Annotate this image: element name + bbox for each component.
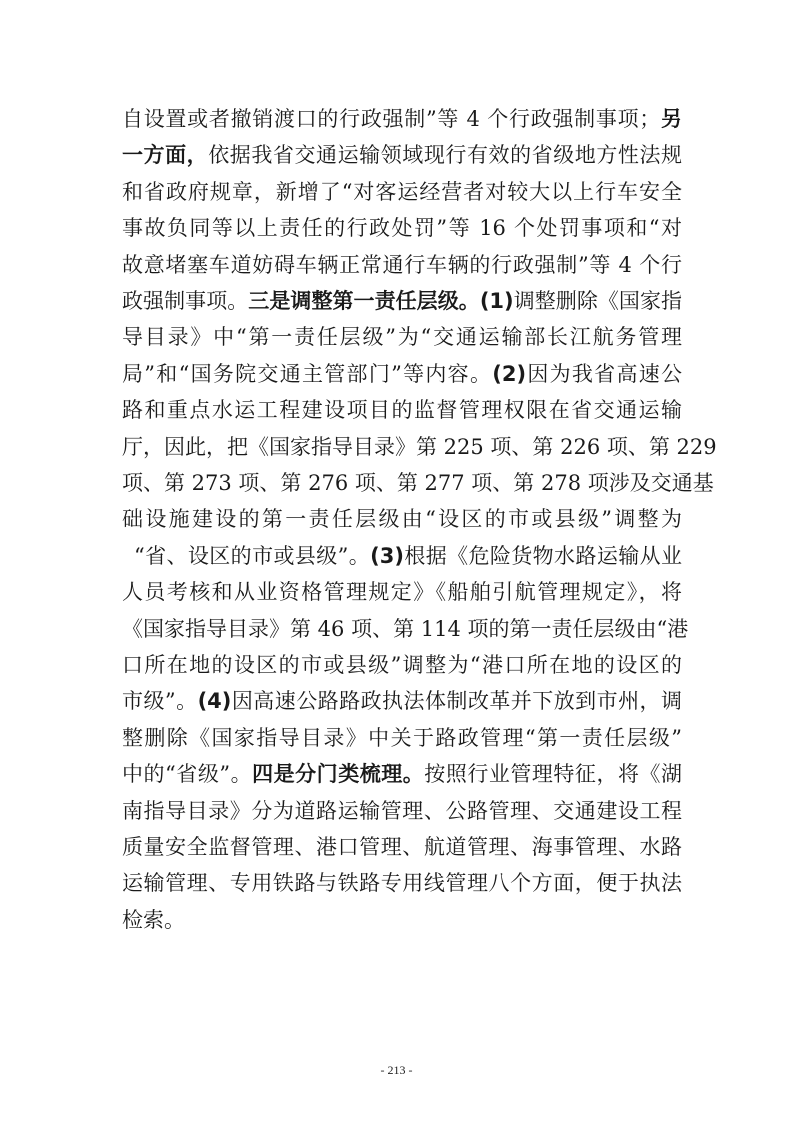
bold-text-run: 四是分门类梳理。	[252, 762, 425, 787]
text-line	[122, 283, 682, 319]
text-run: 调整删除《国家指	[513, 289, 683, 313]
bold-text-run: 一方面，	[122, 143, 209, 168]
text-run: 依据我省交通运输领域现行有效的省级地方性法规	[208, 143, 683, 168]
text-line	[122, 683, 682, 719]
text-line	[122, 647, 682, 683]
text-line	[122, 429, 717, 465]
bold-text-run: (1)	[479, 289, 514, 313]
text-run: 人员考核和从业资格管理规定》《船舶引航管理规定》，将	[122, 580, 682, 605]
text-line	[134, 538, 682, 574]
bold-text-run: 三是调整第一责任层级。	[248, 289, 480, 313]
text-line	[122, 247, 682, 283]
text-run: 运输管理、专用铁路与铁路专用线管理八个方面，便于执法	[122, 871, 682, 896]
text-line	[122, 174, 682, 210]
bold-text-run: 另	[660, 107, 682, 131]
text-line	[122, 501, 682, 537]
text-line	[122, 793, 682, 829]
text-line	[122, 865, 682, 901]
text-run: 和省政府规章，新增了“对客运经营者对较大以上行车安全	[122, 179, 682, 204]
text-run: 因高速公路路政执法体制改革并下放到市州，调	[231, 689, 682, 714]
text-line	[122, 319, 682, 355]
text-run: 质量安全监督管理、港口管理、航道管理、海事管理、水路	[122, 835, 682, 859]
text-run: 政强制事项。	[122, 289, 249, 313]
text-run: 局”和“国务院交通主管部门”等内容。	[122, 361, 493, 386]
text-run: 事故负同等以上责任的行政处罚”等 16 个处罚事项和“对	[122, 216, 682, 241]
text-run: 根据《危险货物水路运输从业	[403, 543, 682, 568]
text-run: 按照行业管理特征，将《湖	[424, 762, 683, 787]
text-run: 自设置或者撤销渡口的行政强制”等 4 个行政强制事项；	[122, 107, 661, 131]
text-line	[122, 392, 682, 428]
text-run: “省、设区的市或县级”。	[134, 543, 371, 568]
text-run: 导目录》中“第一责任层级”为“交通运输部长江航务管理	[122, 325, 682, 350]
text-run: 整删除《国家指导目录》中关于路政管理“第一责任层级”	[122, 725, 682, 750]
text-run: 础设施建设的第一责任层级由“设区的市或县级”调整为	[122, 507, 682, 532]
text-line	[122, 756, 682, 792]
page-number: - 213 -	[380, 1063, 413, 1077]
text-run: 项、第 273 项、第 276 项、第 277 项、第 278 项涉及交通基	[122, 471, 714, 495]
text-line	[122, 356, 682, 392]
bold-text-run: (3)	[370, 543, 404, 568]
bold-text-run: (2)	[492, 361, 527, 386]
text-line	[122, 210, 682, 246]
text-run: 南指导目录》分为道路运输管理、公路管理、交通建设工程	[122, 798, 682, 823]
text-line	[122, 465, 714, 501]
text-run: 《国家指导目录》第 46 项、第 114 项的第一责任层级由“港	[122, 616, 689, 641]
text-run: 厅，因此，把《国家指导目录》第 225 项、第 226 项、第 229	[122, 434, 717, 459]
text-run: 路和重点水运工程建设项目的监督管理权限在省交通运输	[122, 398, 682, 423]
text-line	[122, 611, 689, 647]
text-line	[122, 574, 682, 610]
text-line	[122, 137, 682, 173]
text-line	[122, 902, 682, 938]
text-run: 口所在地的设区的市或县级”调整为“港口所在地的设区的	[122, 653, 682, 677]
text-run: 中的“省级”。	[122, 762, 253, 787]
text-run: 因为我省高速公	[526, 361, 682, 386]
text-run: 检索。	[122, 907, 185, 932]
text-line	[122, 101, 682, 137]
text-line	[122, 829, 682, 865]
text-line	[122, 720, 682, 756]
bold-text-run: (4)	[197, 689, 232, 714]
text-run: 市级”。	[122, 689, 198, 714]
text-run: 故意堵塞车道妨碍车辆正常通行车辆的行政强制”等 4 个行	[122, 252, 682, 277]
